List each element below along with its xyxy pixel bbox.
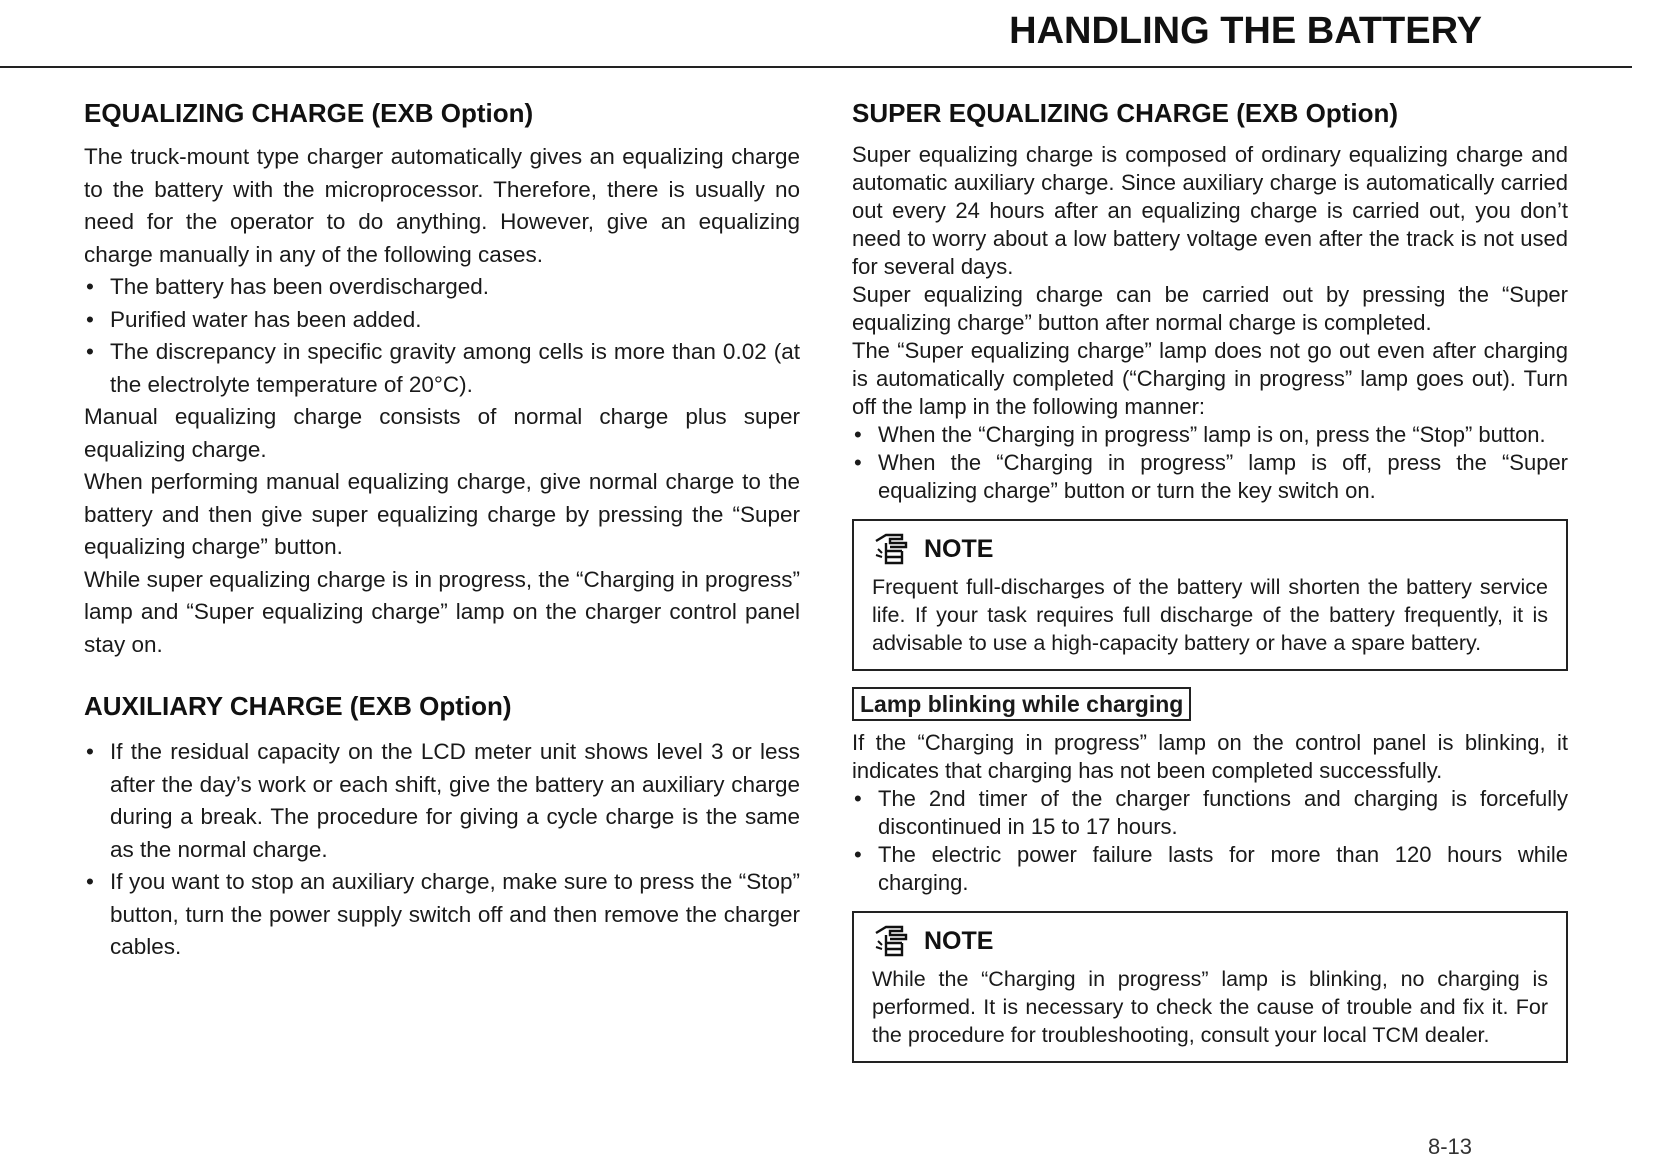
note-box [852, 911, 1568, 1063]
list-item: • If the residual capacity on the LCD meter unit shows level 3 or less after the day’s work or each shift, give the battery an auxiliary charge during a break. The procedure for giving a cycle charge is the same as the normal charge. [84, 736, 800, 866]
lamp-blinking-list [852, 785, 1568, 897]
list-item: • The electric power failure lasts for more than 120 hours while charging. [852, 841, 1568, 897]
equalizing-paragraph: Manual equalizing charge consists of normal charge plus super equalizing charge. [84, 404, 800, 462]
right-column [852, 98, 1568, 1063]
list-item: • The discrepancy in specific gravity among cells is more than 0.02 (at the electrolyte temperature of 20°C). [84, 336, 800, 401]
auxiliary-charge-title: AUXILIARY CHARGE (EXB Option) [84, 691, 512, 721]
equalizing-intro: The truck-mount type charger automatically gives an equalizing charge to the battery with the microprocessor. Therefore, there is usually no need for the operator to do anything. However, give an equalizing charge manually in any of the following cases. [84, 144, 800, 267]
super-equalizing-title: SUPER EQUALIZING CHARGE (EXB Option) [852, 98, 1398, 128]
list-item: • The 2nd timer of the charger functions and charging is forcefully discontinued in 15 to 17 hours. [852, 785, 1568, 841]
pointing-hand-note-icon [872, 923, 912, 959]
list-item: • The battery has been overdischarged. [84, 271, 800, 304]
pointing-hand-note-icon [872, 531, 912, 567]
equalizing-charge-title: EQUALIZING CHARGE (EXB Option) [84, 98, 534, 128]
list-item: • If you want to stop an auxiliary charge, make sure to press the “Stop” button, turn the power supply switch off and then remove the charger cables. [84, 866, 800, 964]
page-number: 8-13 [1427, 1134, 1472, 1159]
lamp-off-list [852, 421, 1568, 505]
note-text: While the “Charging in progress” lamp is blinking, no charging is performed. It is necessary to check the cause of trouble and fix it. For the procedure for troubleshooting, consult your local TCM dealer. [872, 967, 1548, 1047]
list-item: • When the “Charging in progress” lamp is off, press the “Super equalizing charge” button or turn the key switch on. [852, 449, 1568, 505]
auxiliary-list [84, 736, 800, 964]
note-box [852, 519, 1568, 671]
lamp-blinking-heading: Lamp blinking while charging [852, 687, 1191, 721]
list-item: • When the “Charging in progress” lamp is on, press the “Stop” button. [852, 421, 1568, 449]
note-label: NOTE [924, 534, 994, 563]
header-rule [0, 66, 1632, 68]
lamp-blinking-paragraph: If the “Charging in progress” lamp on the control panel is blinking, it indicates that charging has not been completed successfully. [852, 730, 1568, 783]
super-equalizing-paragraph: Super equalizing charge can be carried out by pressing the “Super equalizing charge” button after normal charge is completed. [852, 282, 1568, 335]
equalizing-paragraph: When performing manual equalizing charge, give normal charge to the battery and then give super equalizing charge by pressing the “Super equalizing charge” button. [84, 469, 800, 559]
left-column [84, 98, 800, 964]
super-equalizing-paragraph: The “Super equalizing charge” lamp does not go out even after charging is automatically completed (“Charging in progress” lamp goes out). Turn off the lamp in the following manner: [852, 338, 1568, 419]
equalizing-paragraph: While super equalizing charge is in progress, the “Charging in progress” lamp and “Super equalizing charge” lamp on the charger control panel stay on. [84, 566, 800, 657]
super-equalizing-paragraph: Super equalizing charge is composed of ordinary equalizing charge and automatic auxiliary charge. Since auxiliary charge is automatically carried out every 24 hours after an equalizing charge is carried out, you don’t need to worry about a low battery voltage even after the track is not used for several days. [852, 142, 1568, 279]
page-title: HANDLING THE BATTERY [1009, 10, 1482, 52]
equalizing-cases-list [84, 271, 800, 401]
note-text: Frequent full-discharges of the battery will shorten the battery service life. If your task requires full discharge of the battery frequently, it is advisable to use a high-capacity battery or have a spare battery. [872, 575, 1548, 655]
note-label: NOTE [924, 926, 994, 955]
list-item: • Purified water has been added. [84, 304, 800, 337]
